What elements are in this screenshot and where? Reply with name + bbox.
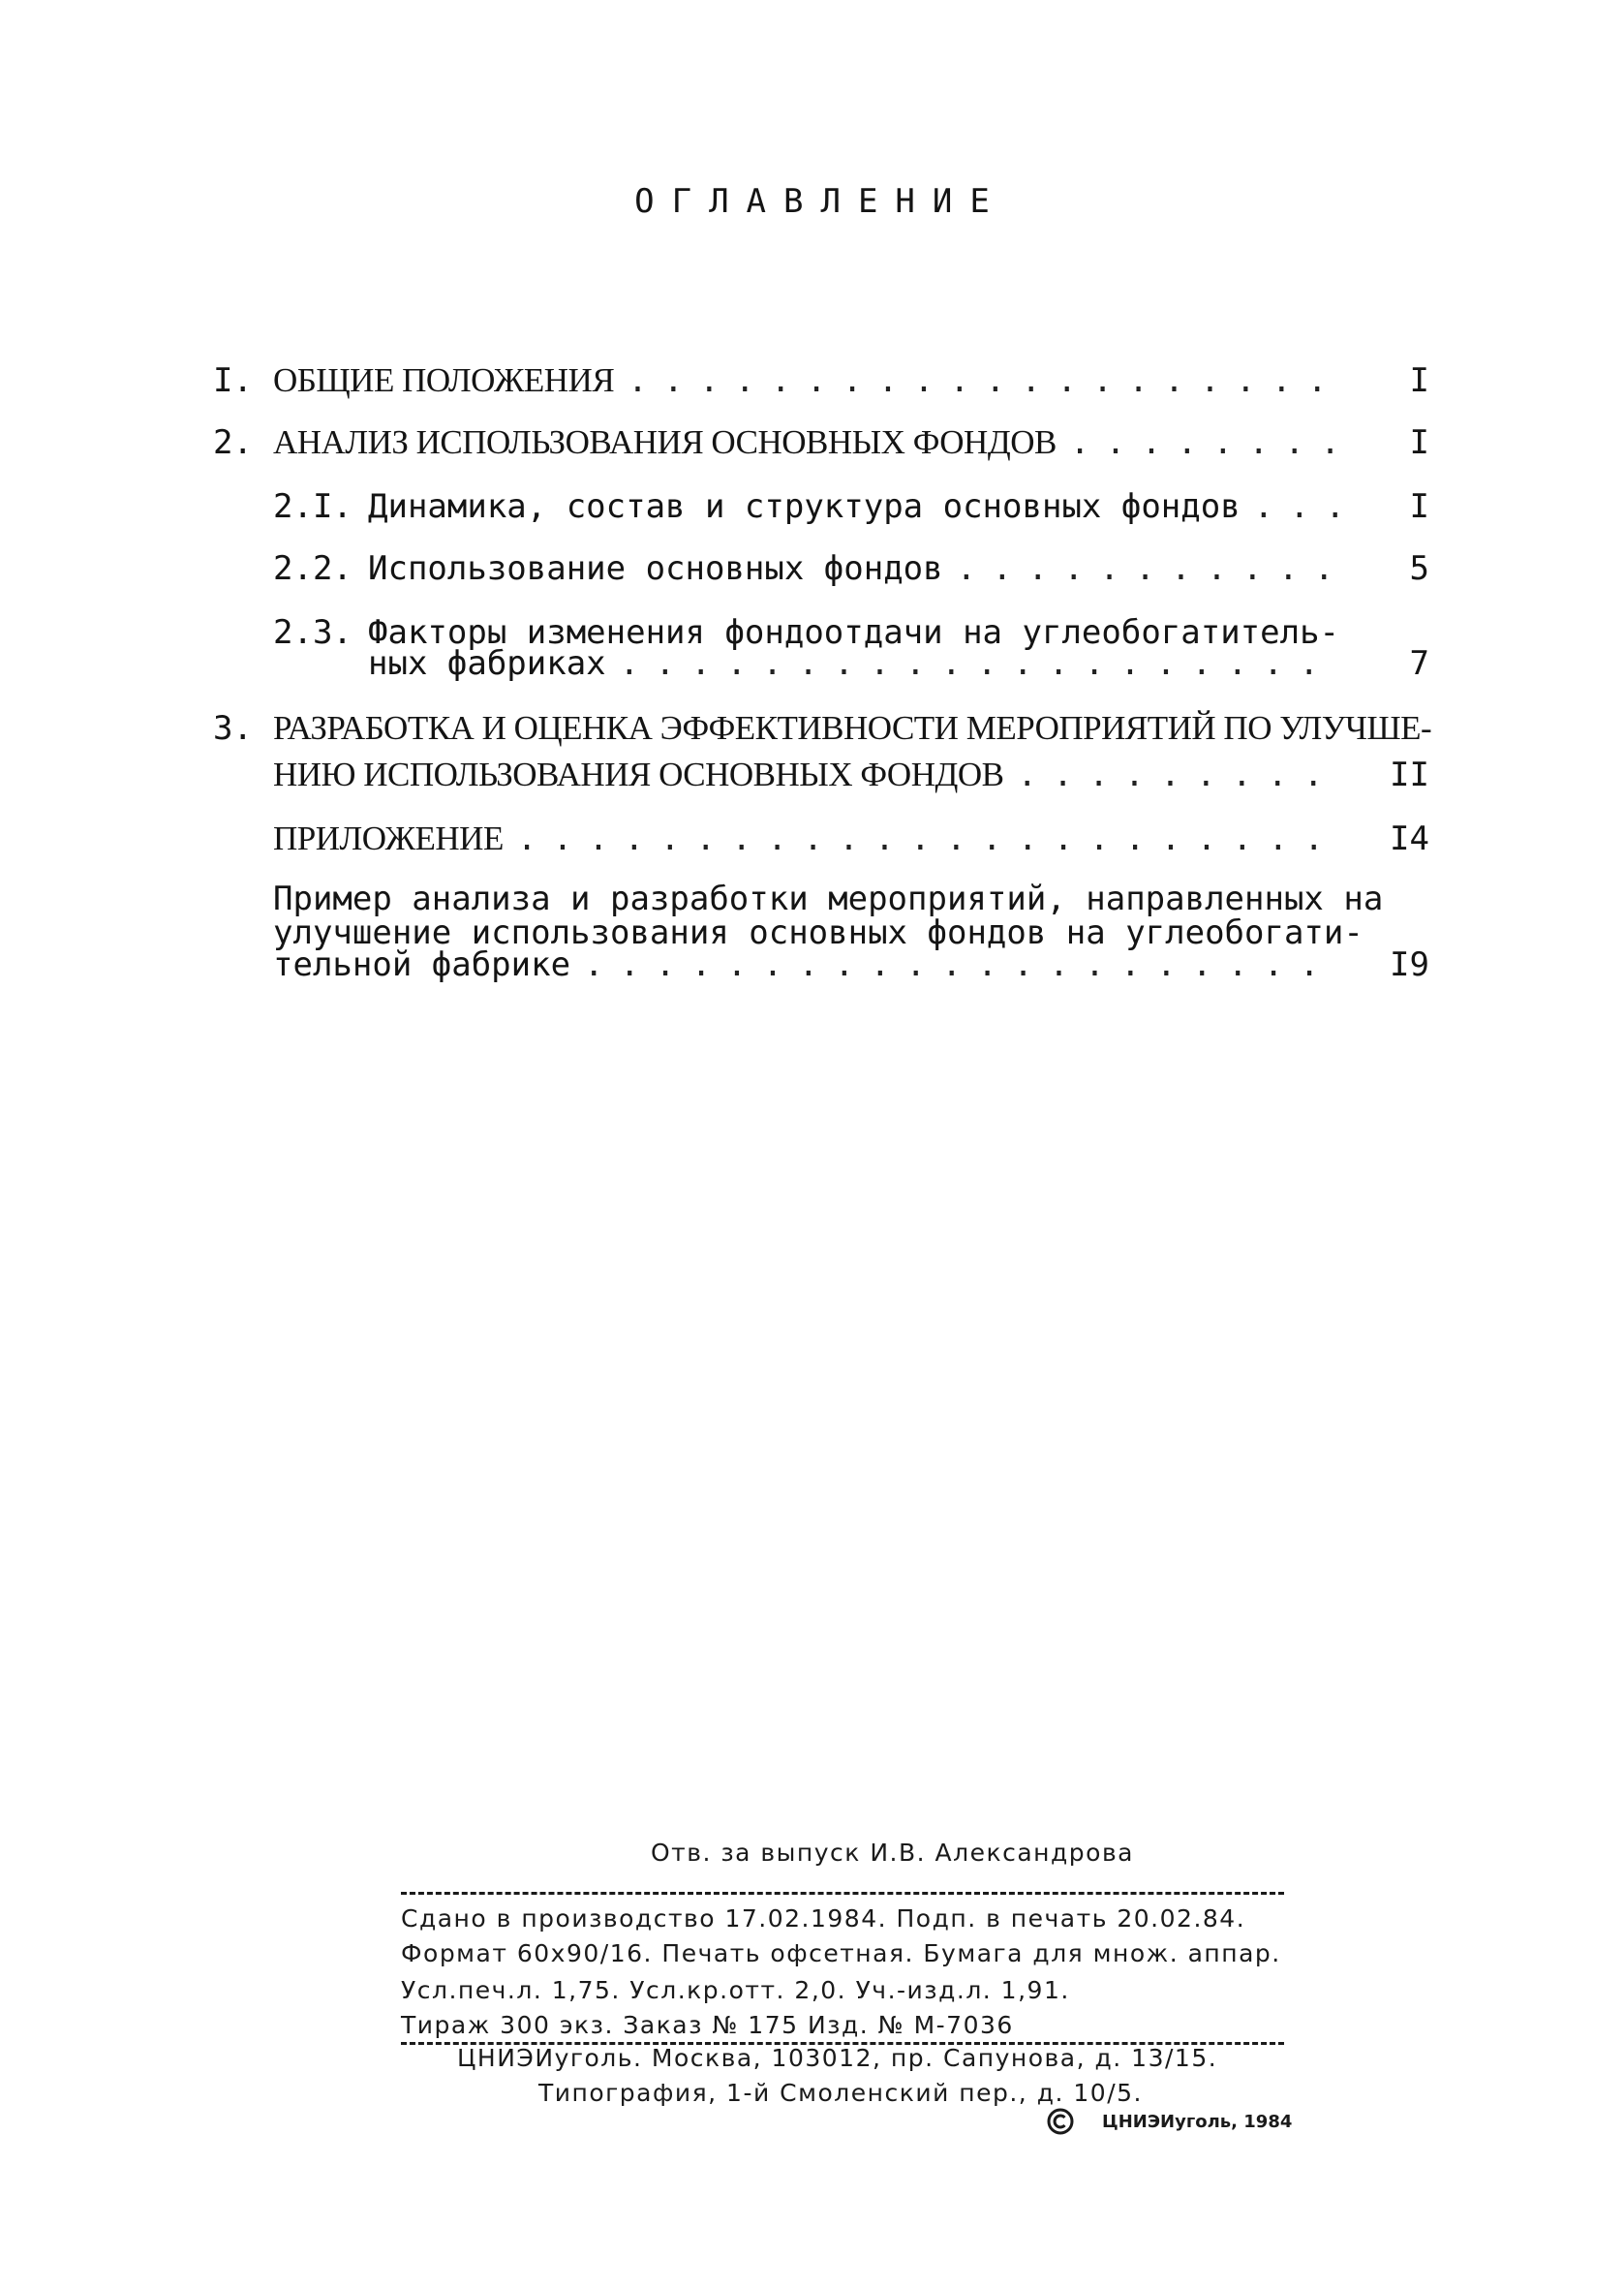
toc-number: I. xyxy=(213,361,253,400)
toc-label: тельной фабрике xyxy=(273,945,571,984)
leader-dots xyxy=(620,644,1342,683)
toc-page-number: I4 xyxy=(1390,820,1429,858)
toc-label-line: РАЗРАБОТКА И ОЦЕНКА ЭФФЕКТИВНОСТИ МЕРОПРИЯТИЙ ПО УЛУЧШЕ- xyxy=(273,709,1432,747)
toc-page-number: I xyxy=(1409,361,1429,400)
toc-number: 3. xyxy=(213,709,253,748)
page-title: ОГЛАВЛЕНИЕ xyxy=(634,182,1007,221)
leader-dots xyxy=(1254,487,1342,526)
toc-entry-analysis[interactable] xyxy=(273,423,1348,462)
toc-label: ОБЩИЕ ПОЛОЖЕНИЯ xyxy=(273,361,615,399)
responsible-editor: Отв. за выпуск И.В. Александрова xyxy=(651,1839,1135,1867)
toc-page-number: I xyxy=(1409,423,1429,462)
toc-label: Использование основных фондов xyxy=(368,549,943,588)
imprint-line: Сдано в производство 17.02.1984. Подп. в печать 20.02.84. xyxy=(401,1904,1246,1933)
toc-entry-measures[interactable] xyxy=(273,756,1348,794)
leader-dots xyxy=(957,549,1342,588)
toc-label: Динамика, состав и структура основных фондов xyxy=(368,487,1241,526)
leader-dots xyxy=(584,945,1342,984)
toc-entry-general[interactable] xyxy=(273,361,1348,400)
copyright-text: ЦНИЭИуголь, 1984 xyxy=(1102,2111,1293,2132)
toc-page-number: 7 xyxy=(1409,644,1429,683)
copyright-icon xyxy=(1046,2107,1075,2136)
imprint-line: ЦНИЭИуголь. Москва, 103012, пр. Сапунова, д. 13/15. xyxy=(457,2044,1218,2072)
toc-label-line: Факторы изменения фондоотдачи на углеобогатитель- xyxy=(368,613,1340,652)
toc-page-number: I xyxy=(1409,487,1429,526)
copyright-notice xyxy=(1046,2107,1292,2136)
toc-entry-example[interactable] xyxy=(273,945,1348,984)
toc-number: 2.I. xyxy=(273,487,352,526)
toc-label-line: улучшение использования основных фондов на углеобогати- xyxy=(273,913,1364,952)
toc-page-number: I9 xyxy=(1390,945,1429,984)
divider xyxy=(401,1892,1284,1895)
toc-label: НИЮ ИСПОЛЬЗОВАНИЯ ОСНОВНЫХ ФОНДОВ xyxy=(273,756,1004,793)
toc-entry-appendix[interactable] xyxy=(273,820,1348,858)
toc-number: 2. xyxy=(213,423,253,462)
toc-entry-dynamics[interactable] xyxy=(368,487,1348,526)
imprint-line: Типография, 1-й Смоленский пер., д. 10/5. xyxy=(538,2079,1143,2107)
toc-number: 2.3. xyxy=(273,613,352,652)
toc-page-number: 5 xyxy=(1409,549,1429,588)
toc-entry-factors[interactable] xyxy=(368,644,1348,683)
toc-label: ных фабриках xyxy=(368,644,606,683)
toc-page-number: II xyxy=(1390,756,1429,794)
imprint-line: Формат 60х90/16. Печать офсетная. Бумага для множ. аппар. xyxy=(401,1939,1281,1967)
leader-dots xyxy=(1017,756,1342,794)
imprint-line: Тираж 300 экз. Заказ № 175 Изд. № М-7036 xyxy=(401,2011,1014,2039)
toc-label: ПРИЛОЖЕНИЕ xyxy=(273,820,504,857)
imprint-line: Усл.печ.л. 1,75. Усл.кр.отт. 2,0. Уч.-изд.л. 1,91. xyxy=(401,1976,1070,2004)
toc-number: 2.2. xyxy=(273,549,352,588)
toc-entry-usage[interactable] xyxy=(368,549,1348,588)
leader-dots xyxy=(517,820,1342,858)
toc-label-line: Пример анализа и разработки мероприятий, направленных на xyxy=(273,880,1384,918)
toc-label: АНАЛИЗ ИСПОЛЬЗОВАНИЯ ОСНОВНЫХ ФОНДОВ xyxy=(273,423,1057,461)
leader-dots xyxy=(1070,423,1342,462)
leader-dots xyxy=(628,361,1342,400)
